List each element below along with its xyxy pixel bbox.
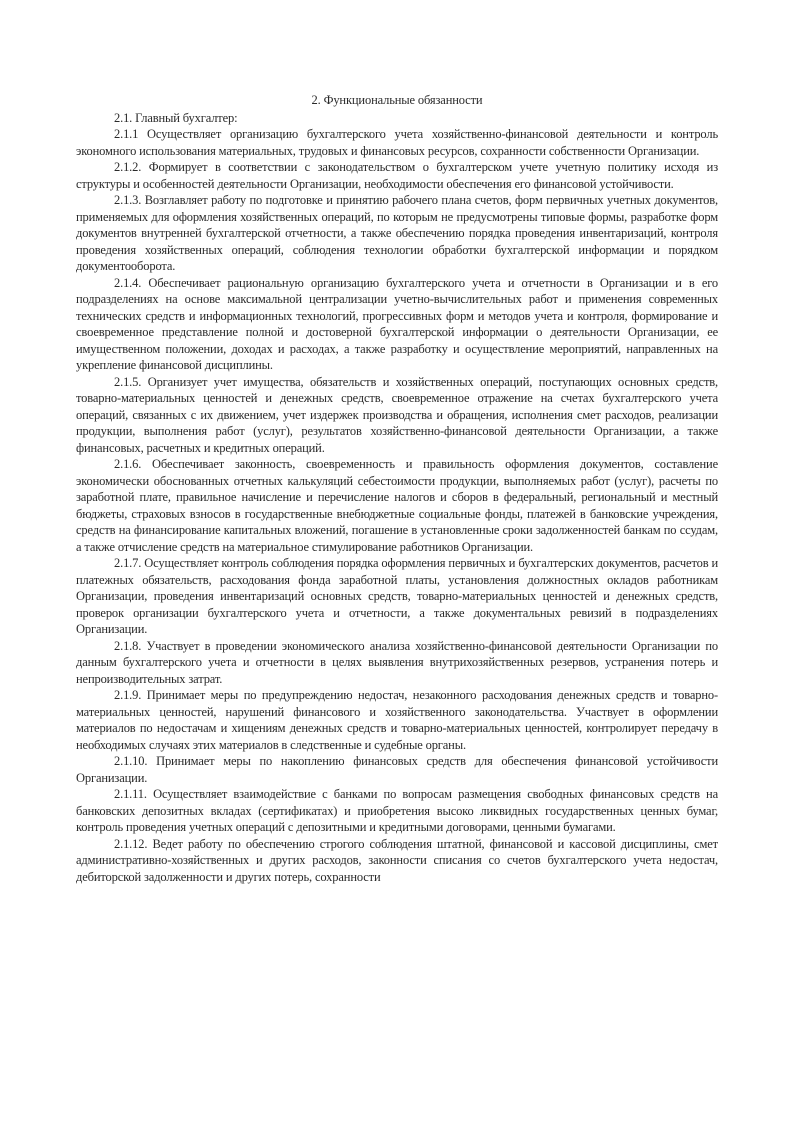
paragraph-2-1-8: 2.1.8. Участвует в проведении экономического анализа хозяйственно-финансовой деятельности Организации по данным бухгалтерского учета и отчетности в целях выявления внутрихозяйственных резервов, устранения потерь и непроизводительных затрат. xyxy=(76,638,718,686)
paragraph-2-1-5: 2.1.5. Организует учет имущества, обязательств и хозяйственных операций, поступающих основных средств, товарно-материальных ценностей и денежных средств, своевременное отражение на счетах бухгалтерского учета операций, связанных с их движением, учет издержек производства и обращения, исполнения смет расходов, реализации продукции, выполнения работ (услуг), результатов хозяйственно-финансовой деятельности Организации, а также финансовых, расчетных и кредитных операций. xyxy=(76,374,718,455)
paragraph-2-1-3: 2.1.3. Возглавляет работу по подготовке и принятию рабочего плана счетов, форм первичных учетных документов, применяемых для оформления хозяйственных операций, по которым не предусмотрены типовые формы, разработке форм документов внутренней бухгалтерской отчетности, а также обеспечению порядка проведения инвентаризаций, контроля проведения хозяйственных операций, соблюдения технологии обработки бухгалтерской информации и порядком документооборота. xyxy=(76,193,718,273)
section-heading: 2. Функциональные обязанности xyxy=(311,93,483,107)
paragraph-2-1-7: 2.1.7. Осуществляет контроль соблюдения порядка оформления первичных и бухгалтерских документов, расчетов и платежных обязательств, расходования фонда заработной платы, установления должностных окладов работникам Организации, проведения инвентаризаций основных средств, товарно-материальных ценностей и денежных средств, проверок организации бухгалтерского учета и отчетности, а также документальных ревизий в подразделениях Организации. xyxy=(76,556,718,636)
paragraph-2-1-6: 2.1.6. Обеспечивает законность, своевременность и правильность оформления документов, составление экономически обоснованных отчетных калькуляций себестоимости продукции, выполняемых работ (услуг), расчеты по заработной плате, правильное начисление и перечисление налогов и сборов в федеральный, региональный и местный бюджеты, страховых взносов в государственные внебюджетные социальные фонды, платежей в банковские учреждения, средств на финансирование капитальных вложений, погашение в установленные сроки задолженностей банкам по ссудам, а также отчисление средств на материальное стимулирование работников Организации. xyxy=(76,457,718,554)
document-page xyxy=(76,92,718,885)
paragraph-2-1-2: 2.1.2. Формирует в соответствии с законодательством о бухгалтерском учете учетную политику исходя из структуры и особенностей деятельности Организации, необходимости обеспечения его финансовой устойчивости. xyxy=(76,160,718,191)
paragraph-2-1: 2.1. Главный бухгалтер: xyxy=(114,110,238,125)
paragraph-2-1-11: 2.1.11. Осуществляет взаимодействие с банками по вопросам размещения свободных финансовых средств на банковских депозитных вкладах (сертификатах) и приобретения высоко ликвидных государственных ценных бумаг, контроль проведения учетных операций с депозитными и кредитными договорами, ценными бумагами. xyxy=(76,787,718,834)
paragraph-2-1-12: 2.1.12. Ведет работу по обеспечению строгого соблюдения штатной, финансовой и кассовой дисциплины, смет административно-хозяйственных и других расходов, законности списания со счетов бухгалтерского учета недостач, дебиторской задолженности и других потерь, сохранности xyxy=(76,836,718,884)
paragraph-2-1-1: 2.1.1 Осуществляет организацию бухгалтерского учета хозяйственно-финансовой деятельности и контроль экономного использования материальных, трудовых и финансовых ресурсов, сохранности собственности Организации. xyxy=(76,127,718,158)
paragraph-2-1-4: 2.1.4. Обеспечивает рациональную организацию бухгалтерского учета и отчетности в Организации и в его подразделениях на основе максимальной централизации учетно-вычислительных работ и применения современных технических средств и информационных технологий, прогрессивных форм и методов учета и контроля, формирование и своевременное представление полной и достоверной бухгалтерской информации о деятельности Организации, ее имущественном положении, доходах и расходах, а также разработку и осуществление мероприятий, направленных на укрепление финансовой дисциплины. xyxy=(76,275,718,372)
paragraph-2-1-9: 2.1.9. Принимает меры по предупреждению недостач, незаконного расходования денежных средств и товарно-материальных ценностей, нарушений финансового и хозяйственного законодательства. Участвует в оформлении материалов по недостачам и хищениям денежных средств и товарно-материальных ценностей, контролирует передачу в необходимых случаях этих материалов в следственные и судебные органы. xyxy=(76,688,718,752)
paragraph-2-1-10: 2.1.10. Принимает меры по накоплению финансовых средств для обеспечения финансовой устойчивости Организации. xyxy=(76,754,718,785)
